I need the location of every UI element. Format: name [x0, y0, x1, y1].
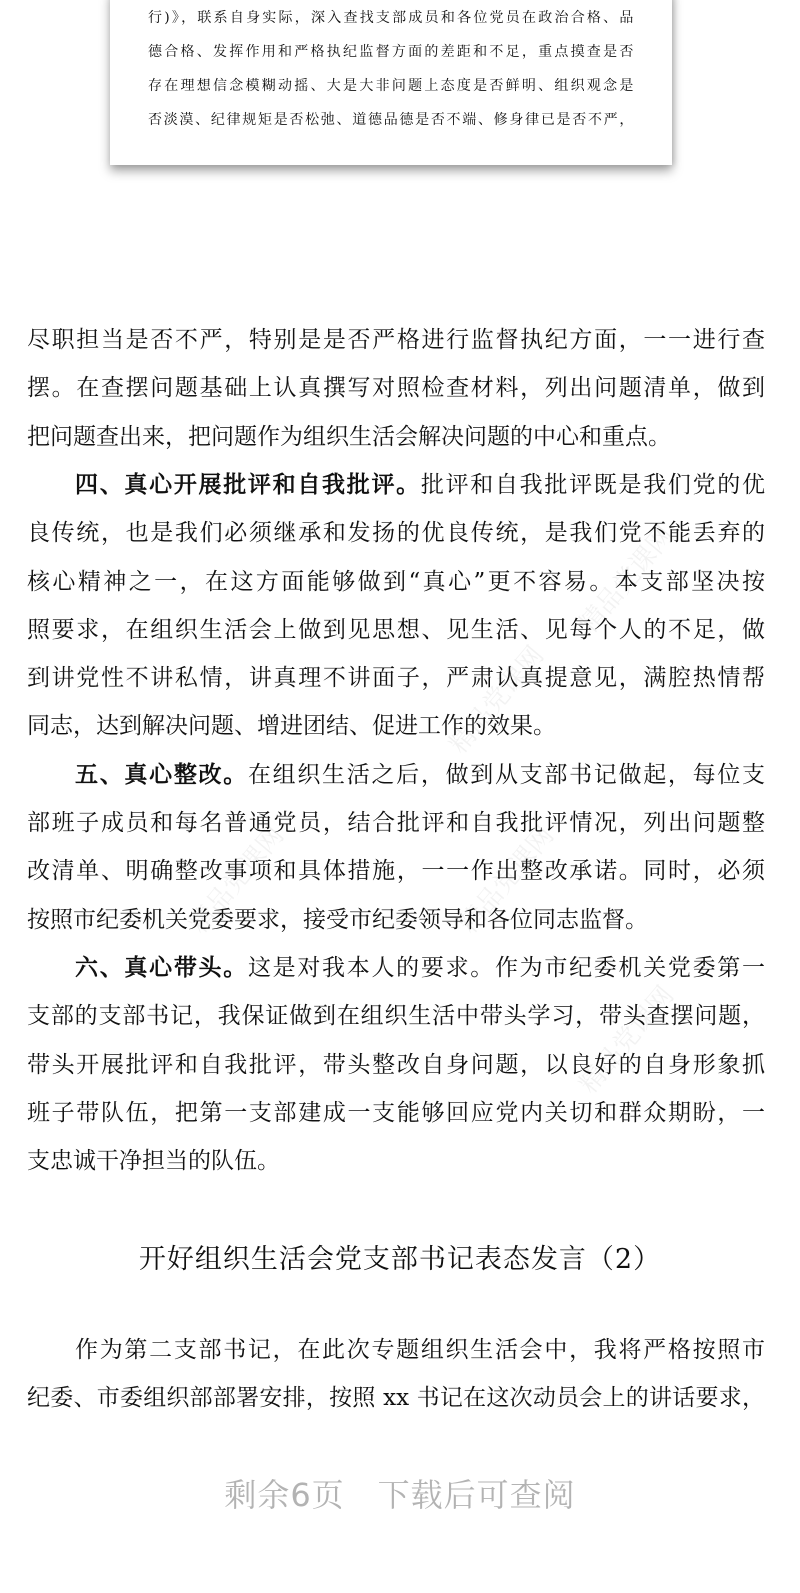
text-line	[27, 808, 765, 838]
text-line	[27, 711, 765, 741]
watermark: 精品党课网	[453, 820, 561, 940]
line-text: 按照市纪委机关党委要求，接受市纪委领导和各位同志监督。	[27, 906, 648, 933]
text-line	[27, 1098, 765, 1128]
preview-page-card	[110, 0, 672, 165]
remaining-pages-notice[interactable]: 剩余6页 下载后可查阅	[224, 1476, 576, 1514]
line-text: 作为第二支部书记，在此次专题组织生活会中，我将严格按照市	[75, 1337, 765, 1363]
card-text-line: 行)》，联系自身实际，深入查找支部成员和各位党员在政治合格、品	[148, 10, 634, 26]
text-line	[27, 373, 765, 403]
line-text: 摆。在查摆问题基础上认真撰写对照检查材料，列出问题清单，做到	[27, 375, 765, 402]
line-text: 部班子成员和每名普通党员，结合批评和自我批评情况，列出问题整	[27, 810, 765, 836]
watermark: 精品党课网	[573, 980, 681, 1100]
line-text: 核心精神之一，在这方面能够做到“真心”更不容易。本支部坚决按	[27, 568, 765, 595]
card-text-line: 存在理想信念模糊动摇、大是大非问题上态度是否鲜明、组织观念是	[148, 78, 634, 94]
text-line	[27, 615, 765, 645]
line-text: 在组织生活之后，做到从支部书记做起，每位支	[247, 761, 766, 788]
line-text: 照要求，在组织生活会上做到见思想、见生活、见每个人的不足，做	[27, 616, 765, 643]
text-line	[27, 1146, 765, 1176]
line-text: 批评和自我批评既是我们党的优	[420, 471, 766, 498]
text-line	[75, 760, 765, 790]
line-text: 同志，达到解决问题、增进团结、促进工作的效果。	[27, 713, 556, 740]
line-text: 这是对我本人的要求。作为市纪委机关党委第一	[247, 954, 766, 981]
text-line	[75, 953, 765, 983]
watermark: 精品党课网	[573, 520, 681, 640]
line-text: 把问题查出来，把问题作为组织生活会解决问题的中心和重点。	[27, 423, 671, 450]
line-text: 支部的支部书记，我保证做到在组织生活中带头学习，带头查摆问题，	[27, 1003, 765, 1030]
line-text: 纪委、市委组织部部署安排，按照 xx 书记在这次动员会上的讲话要求，	[27, 1385, 765, 1412]
text-line	[27, 905, 765, 935]
heading-text: 六、真心带头。	[75, 953, 248, 981]
line-text: 带头开展批评和自我批评，带头整改自身问题，以良好的自身形象抓	[27, 1051, 765, 1078]
section-title: 开好组织生活会党支部书记表态发言（2）	[138, 1244, 662, 1275]
text-line	[27, 325, 765, 355]
card-text-line: 德合格、发挥作用和严格执纪监督方面的差距和不足，重点摸查是否	[148, 44, 634, 60]
line-text: 支忠诚干净担当的队伍。	[27, 1148, 280, 1175]
watermark: 精品党课网	[443, 640, 551, 760]
text-line	[27, 1383, 765, 1413]
text-line	[75, 470, 765, 500]
text-line	[27, 663, 765, 693]
heading-text: 五、真心整改。	[75, 760, 248, 788]
watermark: 精品党课网	[183, 820, 291, 940]
text-line	[27, 1050, 765, 1080]
card-text-line: 否淡漠、纪律规矩是否松弛、道德品德是否不端、修身律已是否不严，	[148, 112, 634, 128]
line-text: 良传统，也是我们必须继承和发扬的优良传统，是我们党不能丢弃的	[27, 520, 765, 547]
text-line	[27, 422, 765, 452]
line-text: 尽职担当是否不严，特别是是否严格进行监督执纪方面，一一进行查	[27, 327, 765, 353]
line-text: 班子带队伍，把第一支部建成一支能够回应党内关切和群众期盼，一	[27, 1099, 765, 1126]
line-text: 到讲党性不讲私情，讲真理不讲面子，严肃认真提意见，满腔热情帮	[27, 665, 765, 692]
text-line	[27, 856, 765, 886]
text-line	[75, 1335, 765, 1365]
line-text: 改清单、明确整改事项和具体措施，一一作出整改承诺。同时，必须	[27, 858, 765, 885]
heading-text: 四、真心开展批评和自我批评。	[75, 470, 421, 498]
